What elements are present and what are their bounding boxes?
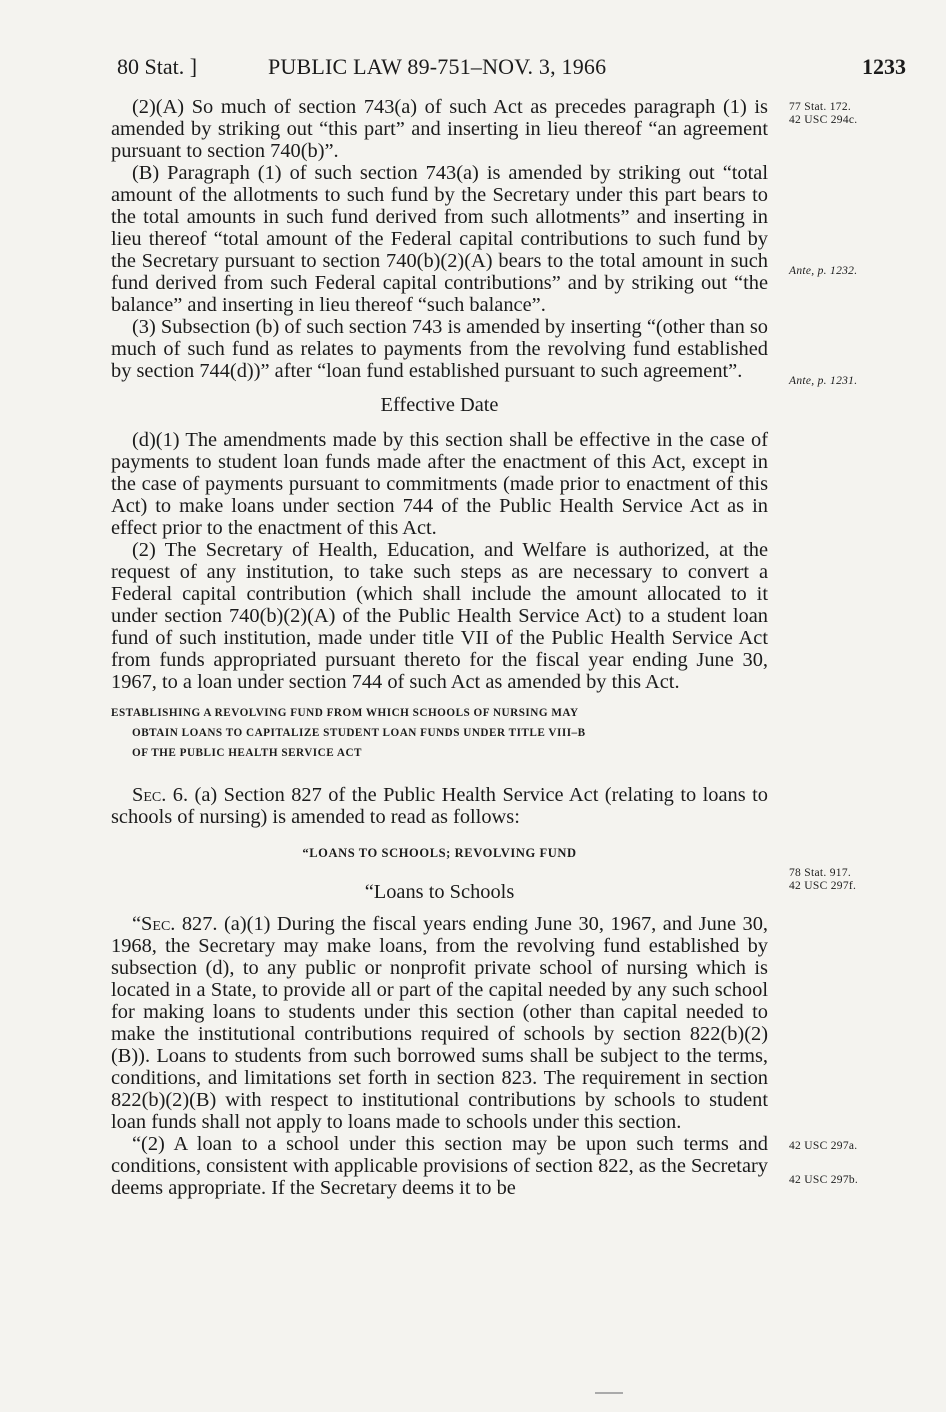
section-6-paragraph	[111, 784, 768, 828]
subsection-heading: “LOANS TO SCHOOLS; REVOLVING FUND	[302, 846, 577, 860]
caps-heading	[111, 703, 768, 763]
paragraph: (2)(A) So much of section 743(a) of such Act as precedes paragraph (1) is amended by striking out “this part” and inserting in lieu thereof “an agreement pursuant to section 740(b)”.	[111, 96, 768, 162]
footer-rule	[595, 1392, 623, 1394]
margin-note: Ante, p. 1231.	[789, 375, 858, 387]
margin-note: 77 Stat. 172. 42 USC 294c.	[789, 101, 858, 126]
paragraph: (B) Paragraph (1) of such section 743(a) is amended by striking out “total amount of the allotments to such fund by the Secretary under this part bears to the total amounts in such fund derived from such allotments” and inserting in lieu thereof “total amount of the Federal capital contributions to such fund by the Secretary pursuant to section 740(b)(2)(A) bears to the total amount in such fund derived from such Federal capital contributions” and by striking out “the balance” and inserting in lieu thereof “such balance”.	[111, 162, 768, 316]
header-volume: 80 Stat. ]	[117, 54, 198, 79]
section-827-paragraph	[111, 913, 768, 1133]
header-page-number: 1233	[862, 54, 906, 79]
paragraph: (3) Subsection (b) of such section 743 is amended by inserting “(other than so much of such fund as relates to payments from the revolving fund established by section 744(d))” after “loan fund established pursuant to such agreement”.	[111, 316, 768, 382]
section-text: (a)(1) During the fiscal years ending June 30, 1967, and June 30, 1968, the Secretary may make loans, from the revolving fund established by subsection (d), to any public or nonprofit private school of nursing which is located in a State, to provide all or part of the capital needed by any such school for making loans to students under this section (other than capital needed to make the institutional contributions required of schools by section 822(b)(2)(B)). Loans to students from such borrowed sums shall be subject to the terms, conditions, and limitations set forth in section 823. The requirement in section 822(b)(2)(B) with respect to institutional contributions by schools to student loan funds shall not apply to loans made to schools under this section.	[111, 913, 768, 1133]
paragraph: (2) The Secretary of Health, Education, and Welfare is authorized, at the request of any institution, to take such steps as are necessary to convert a Federal capital contribution (which shall include the amount allocated to it under section 740(b)(2)(A) of the Public Health Service Act) to a student loan fund of such institution, made under title VII of the Public Health Service Act from funds appropriated pursuant thereto for the fiscal year ending June 30, 1967, to a loan under section 744 of such Act as amended by this Act.	[111, 539, 768, 693]
caps-heading-line: OBTAIN LOANS TO CAPITALIZE STUDENT LOAN FUNDS UNDER TITLE VIII–B	[132, 727, 586, 739]
body-text	[111, 96, 768, 1199]
section-heading: Effective Date	[380, 394, 499, 416]
paragraph: “(2) A loan to a school under this section may be upon such terms and conditions, consistent with applicable provisions of section 822, as the Secretary deems appropriate. If the Secretary deems it to be	[111, 1133, 768, 1199]
margin-note: 42 USC 297b.	[789, 1174, 859, 1186]
header-title: PUBLIC LAW 89-751–NOV. 3, 1966	[268, 54, 607, 79]
paragraph: (d)(1) The amendments made by this section shall be effective in the case of payments to student loan funds made after the enactment of this Act, except in the case of payments pursuant to commitments (made prior to enactment of this Act) to make loans under section 744 of the Public Health Service Act as in effect prior to the enactment of this Act.	[111, 429, 768, 539]
margin-note: 78 Stat. 917. 42 USC 297f.	[789, 867, 857, 892]
caps-heading-line: OF THE PUBLIC HEALTH SERVICE ACT	[132, 747, 362, 759]
subsection-heading: “Loans to Schools	[364, 881, 515, 903]
margin-note: 42 USC 297a.	[789, 1140, 858, 1152]
section-text: (a) Section 827 of the Public Health Service Act (relating to loans to schools of nursing) is amended to read as follows:	[111, 784, 769, 828]
margin-note: Ante, p. 1232.	[789, 265, 858, 277]
caps-heading-line: ESTABLISHING A REVOLVING FUND FROM WHICH SCHOOLS OF NURSING MAY	[111, 707, 579, 719]
section-label: “Sec. 827.	[132, 913, 218, 935]
section-label: Sec. 6.	[132, 784, 189, 806]
